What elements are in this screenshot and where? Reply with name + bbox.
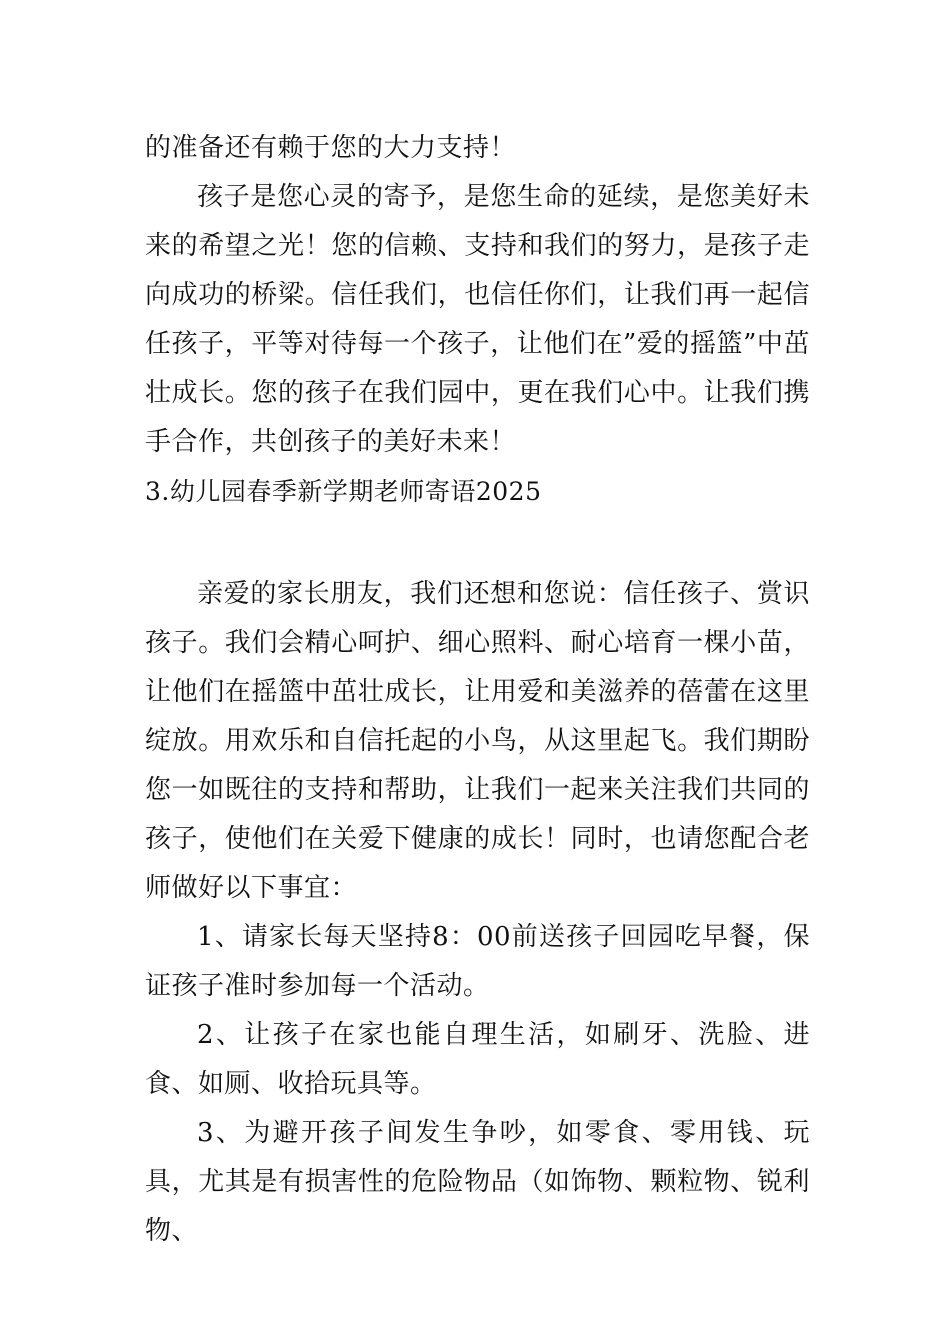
list-item-3: 3、为避开孩子间发生争吵，如零食、零用钱、玩具，尤其是有损害性的危险物品（如饰物、颗粒物、锐利物、 bbox=[145, 1118, 810, 1246]
list-item-1: 1、请家长每天坚持8：00前送孩子回园吃早餐，保证孩子准时参加每一个活动。 bbox=[145, 922, 810, 1001]
list-item-2: 2、让孩子在家也能自理生活，如刷牙、洗脸、进食、如厕、收拾玩具等。 bbox=[145, 1020, 810, 1099]
paragraph-intro: 亲爱的家长朋友，我们还想和您说：信任孩子、赏识孩子。我们会精心呵护、细心照料、耐心培育一棵小苗，让他们在摇篮中茁壮成长，让用爱和美滋养的蓓蕾在这里绽放。用欢乐和自信托起的小鸟，从这里起飞。我们期盼您一如既往的支持和帮助，让我们一起来关注我们共同的孩子，使他们在关爱下健康的成长！同时，也请您配合老师做好以下事宜： bbox=[145, 579, 810, 903]
paragraph-trust: 孩子是您心灵的寄予，是您生命的延续，是您美好未来的希望之光！您的信赖、支持和我们的努力，是孩子走向成功的桥梁。信任我们，也信任你们，让我们再一起信任孩子，平等对待每一个孩子，让他们在”爱的摇篮”中茁壮成长。您的孩子在我们园中，更在我们心中。让我们携手合作，共创孩子的美好未来！ bbox=[145, 182, 810, 457]
document-body bbox=[145, 124, 810, 1256]
section-heading: 3.幼儿园春季新学期老师寄语2025 bbox=[145, 477, 542, 506]
continuation-line: 的准备还有赖于您的大力支持！ bbox=[145, 133, 517, 163]
section-spacer bbox=[145, 516, 810, 570]
